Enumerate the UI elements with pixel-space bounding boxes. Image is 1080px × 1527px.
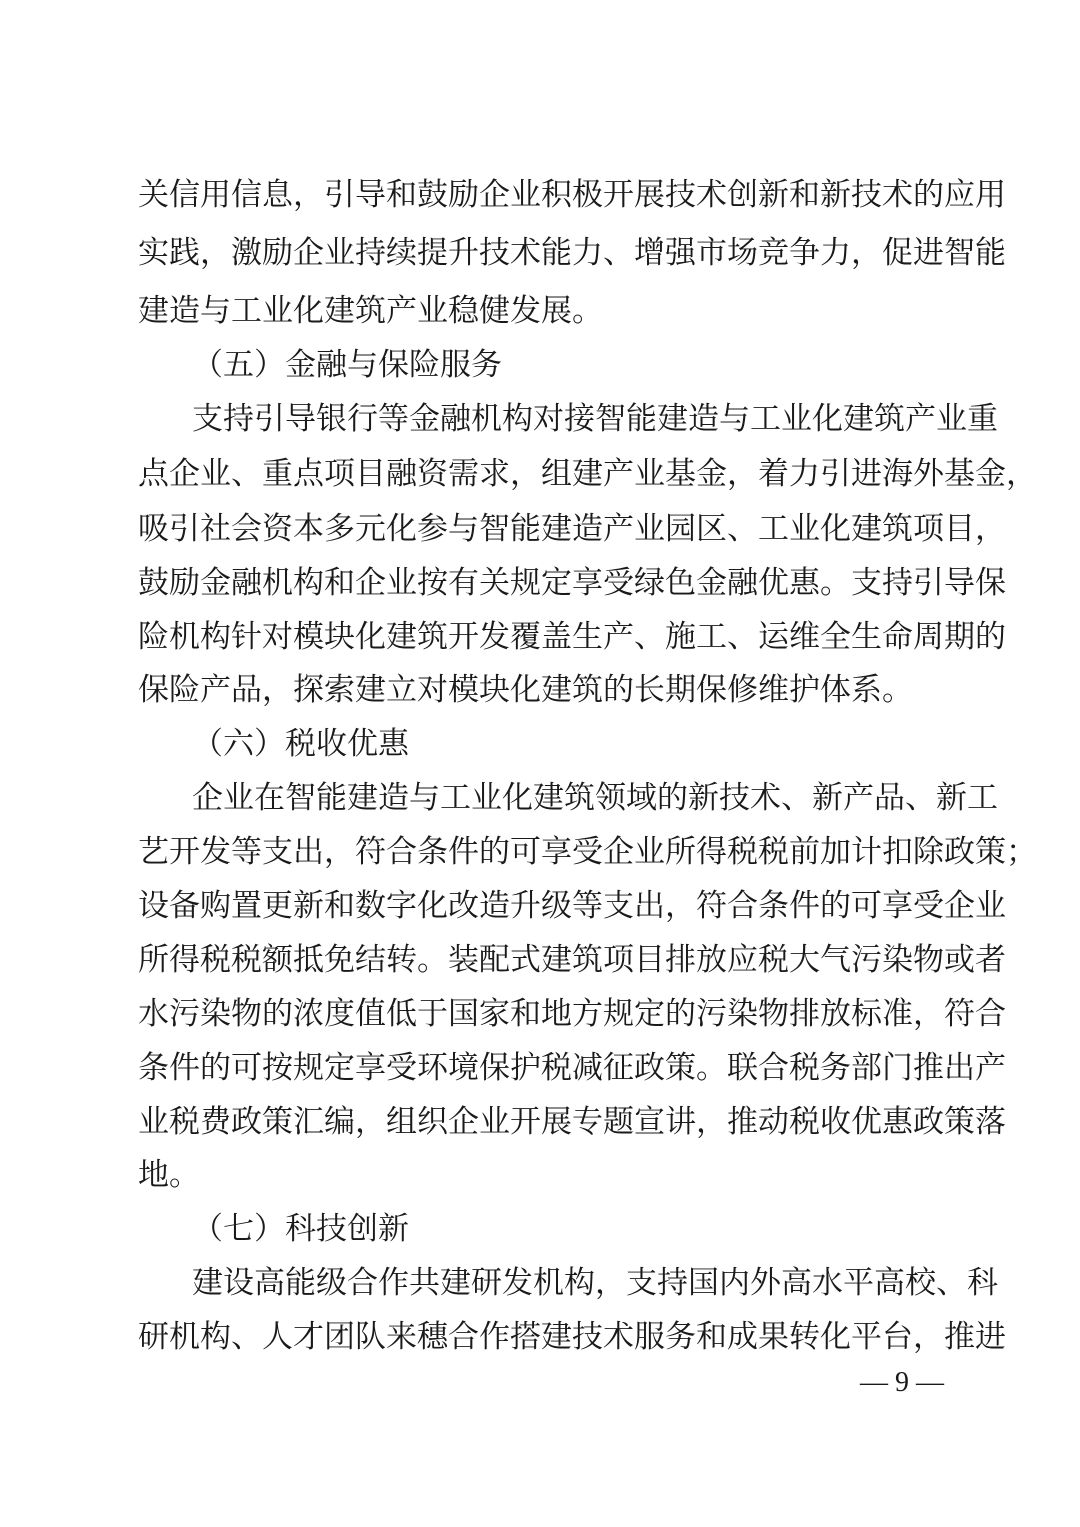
body-text-line: 支持引导银行等金融机构对接智能建造与工业化建筑产业重 [192, 401, 998, 437]
section-heading-5: （五）金融与保险服务 [192, 347, 502, 383]
body-text-line: 建造与工业化建筑产业稳健发展。 [138, 293, 603, 329]
body-text-line: 建设高能级合作共建研发机构，支持国内外高水平高校、科 [192, 1265, 998, 1301]
body-text-line: 鼓励金融机构和企业按有关规定享受绿色金融优惠。支持引导保 [138, 565, 1006, 601]
page-number: — 9 — [860, 1367, 944, 1398]
body-text-line: 保险产品，探索建立对模块化建筑的长期保修维护体系。 [138, 672, 913, 708]
body-text-line: 关信用信息，引导和鼓励企业积极开展技术创新和新技术的应用 [138, 177, 1006, 213]
body-text-line: 点企业、重点项目融资需求，组建产业基金，着力引进海外基金， [138, 456, 1037, 492]
body-text-line: 险机构针对模块化建筑开发覆盖生产、施工、运维全生命周期的 [138, 619, 1006, 655]
body-text-line: 研机构、人才团队来穗合作搭建技术服务和成果转化平台，推进 [138, 1319, 1006, 1355]
body-text-line: 所得税税额抵免结转。装配式建筑项目排放应税大气污染物或者 [138, 942, 1006, 978]
body-text-line: 水污染物的浓度值低于国家和地方规定的污染物排放标准，符合 [138, 996, 1006, 1032]
body-text-line: 实践，激励企业持续提升技术能力、增强市场竞争力，促进智能 [138, 235, 1006, 271]
body-text-line: 设备购置更新和数字化改造升级等支出，符合条件的可享受企业 [138, 888, 1006, 924]
body-text-line: 艺开发等支出，符合条件的可享受企业所得税税前加计扣除政策； [138, 834, 1037, 870]
body-text-line: 地。 [138, 1157, 200, 1193]
section-heading-6: （六）税收优惠 [192, 726, 409, 762]
section-heading-7: （七）科技创新 [192, 1211, 409, 1247]
body-text-line: 企业在智能建造与工业化建筑领域的新技术、新产品、新工 [192, 780, 998, 816]
body-text-line: 吸引社会资本多元化参与智能建造产业园区、工业化建筑项目， [138, 511, 1006, 547]
body-text-line: 条件的可按规定享受环境保护税减征政策。联合税务部门推出产 [138, 1050, 1006, 1086]
body-text-line: 业税费政策汇编，组织企业开展专题宣讲，推动税收优惠政策落 [138, 1104, 1006, 1140]
